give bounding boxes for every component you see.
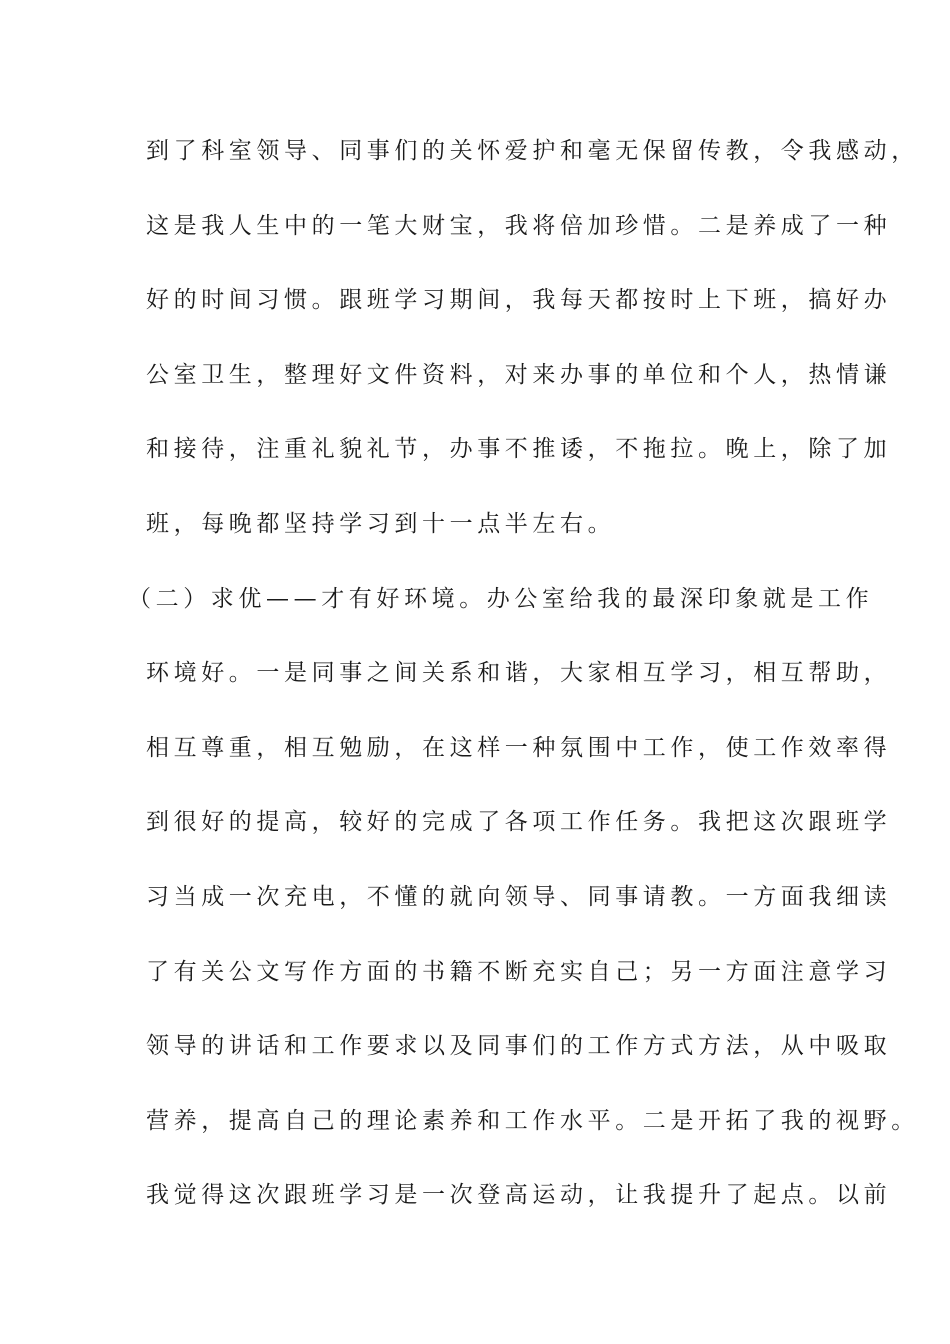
text-line-14: 营养，提高自己的理论素养和工作水平。二是开拓了我的视野。 [146,1107,919,1134]
text-line-15: 我觉得这次跟班学习是一次登高运动，让我提升了起点。以前 [146,1182,892,1209]
text-line-5: 和接待，注重礼貌礼节，办事不推诿，不拖拉。晚上，除了加 [146,436,892,463]
text-line-3: 好的时间习惯。跟班学习期间，我每天都按时上下班，搞好办 [146,287,892,314]
text-line-1: 到了科室领导、同事们的关怀爱护和毫无保留传教，令我感动， [146,138,919,164]
text-line-8: 环境好。一是同事之间关系和谐，大家相互学习，相互帮助， [146,660,892,687]
body-text [128,126,919,1245]
text-line-2: 这是我人生中的一笔大财宝，我将倍加珍惜。二是养成了一种 [146,212,892,239]
text-line-11: 习当成一次充电，不懂的就向领导、同事请教。一方面我细读 [146,883,892,910]
text-line-12: 了有关公文写作方面的书籍不断充实自己；另一方面注意学习 [146,958,892,985]
section-heading-line: （二）求优——才有好环境。办公室给我的最深印象就是工作 [128,585,874,612]
text-line-13: 领导的讲话和工作要求以及同事们的工作方式方法，从中吸取 [146,1033,892,1060]
text-line-6: 班，每晚都坚持学习到十一点半左右。 [146,510,616,537]
text-line-10: 到很好的提高，较好的完成了各项工作任务。我把这次跟班学 [146,809,892,836]
text-line-9: 相互尊重，相互勉励，在这样一种氛围中工作，使工作效率得 [146,734,892,761]
text-line-4: 公室卫生，整理好文件资料，对来办事的单位和个人，热情谦 [146,361,892,388]
